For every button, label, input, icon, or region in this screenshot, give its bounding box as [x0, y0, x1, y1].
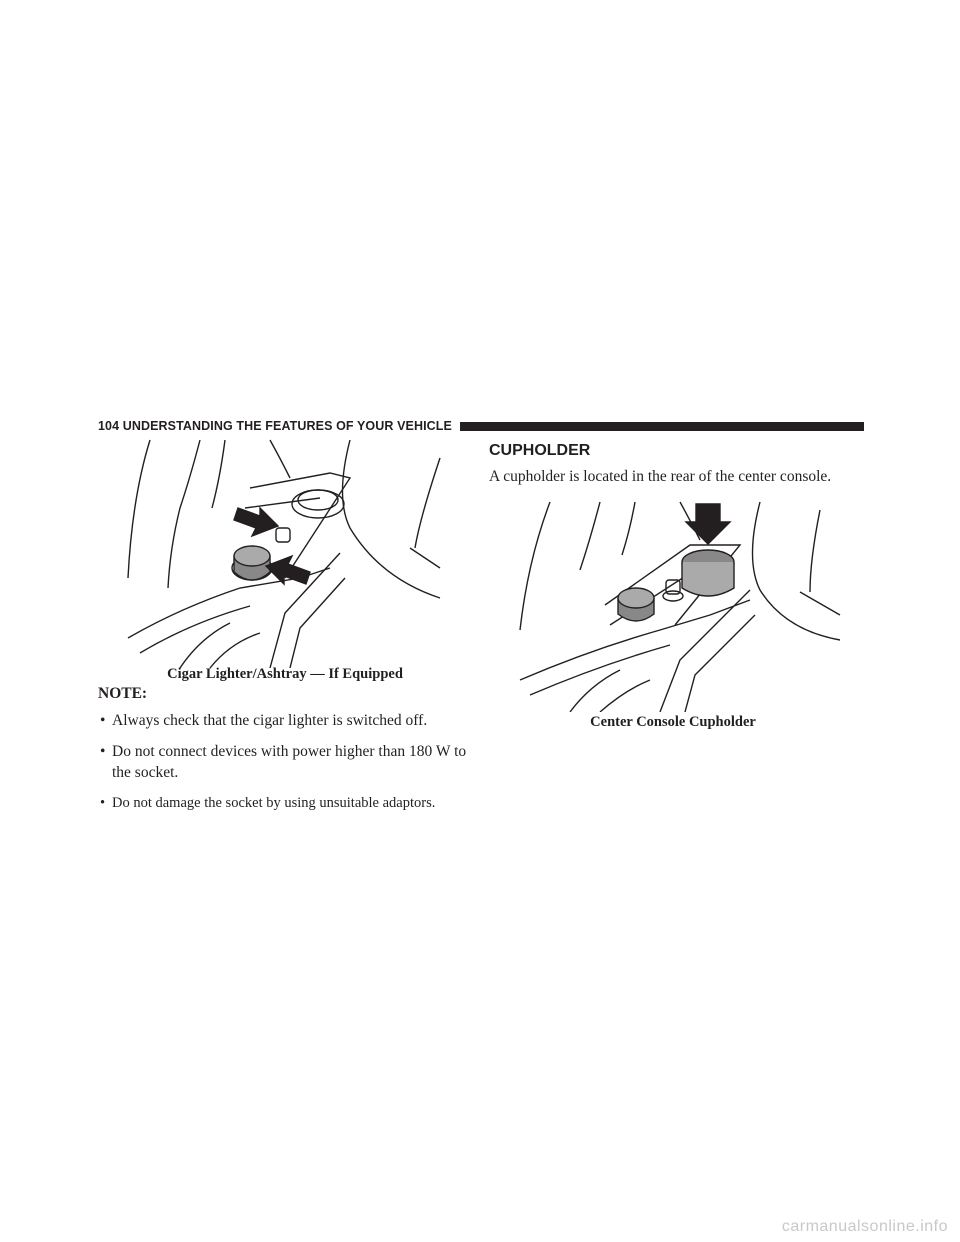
note-label: NOTE: [98, 685, 148, 702]
header-rule [460, 422, 864, 431]
watermark: carmanualsonline.info [781, 1218, 948, 1235]
note-bullet-text: Always check that the cigar lighter is switched off. [112, 712, 428, 729]
bullet-dot: • [100, 743, 106, 760]
note-bullet-text: Do not connect devices with power higher than 180 W to the socket. [112, 743, 467, 781]
note-bullet-list [98, 710, 478, 824]
page-header-text: 104 UNDERSTANDING THE FEATURES OF YOUR VEHICLE [98, 419, 452, 433]
figure1-caption: Cigar Lighter/Ashtray — If Equipped [167, 666, 403, 682]
section-body: A cupholder is located in the rear of the center console. [489, 468, 832, 485]
page-header [98, 416, 864, 436]
bullet-dot: • [100, 712, 106, 729]
list-item [98, 793, 478, 814]
list-item [98, 710, 478, 731]
note-bullet-text: Do not damage the socket by using unsuitable adaptors. [112, 795, 436, 811]
cigar-lighter-illustration [120, 438, 458, 668]
list-item [98, 741, 478, 783]
section-title: CUPHOLDER [489, 442, 591, 459]
figure2-caption: Center Console Cupholder [590, 714, 756, 730]
cupholder-illustration [510, 500, 845, 712]
bullet-dot: • [100, 795, 106, 811]
